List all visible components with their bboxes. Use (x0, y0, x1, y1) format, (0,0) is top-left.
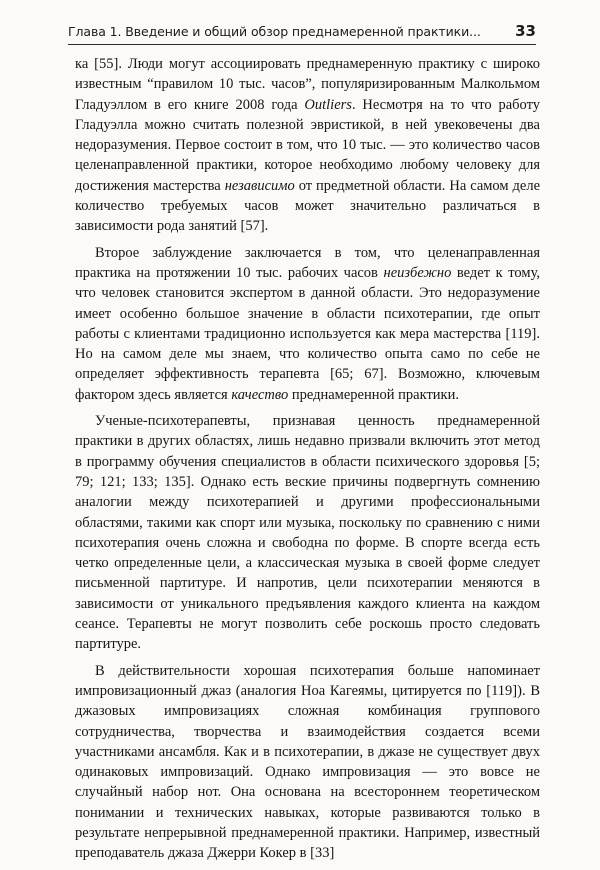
text-run: Ученые-психотерапевты, признавая ценность преднамеренной практики в других областях, лишь недавно призвали включить этот метод в программу обучения специалистов в области психического здоровья [5; 79; 121; 133; 135]. Однако есть веские причины подвергнуть сомнению аналогии между психотерапией и другими профессиональными областями, такими как спорт или музыка, поскольку по сравнению с ними психотерапия очень сложна и свободна по форме. В спорте всегда есть четко определенные цели, а классическая музыка в своей форме следует письменной партитуре. И напротив, цели психотерапии меняются в зависимости от уникального предъявления каждого клиента на каждом сеансе. Терапевты не могут позволить себе роскошь просто следовать партитуре. (75, 413, 540, 653)
running-title: Глава 1. Введение и общий обзор преднамеренной практики... (68, 24, 481, 39)
text-run: ведет к тому, что человек становится экспертом в данной области. Это недоразумение имеет особенно большое значение в области психотерапии, где опыт работы с клиентами традиционно используется как мера мастерства [119]. Но на самом деле мы знаем, что количество опыта само по себе не определяет эффективность терапевта [65; 67]. Возможно, ключевым фактором здесь является (75, 264, 541, 403)
italic-run: независимо (224, 177, 295, 194)
italic-run: неизбежно (383, 264, 452, 281)
page-header (68, 14, 536, 42)
text-run: Второе заблуждение заключается в том, что целенаправленная практика на протяжении 10 тыс. рабочих часов (75, 244, 540, 281)
text-run: . Несмотря на то что работу Гладуэлла можно считать полезной эвристикой, в ней увековечены два недоразумения. Первое состоит в том, что 10 тыс. — это количество часов целенаправленной практики, которое необходимо любому человеку для достижения мастерства (75, 96, 540, 194)
body-text (75, 54, 540, 870)
paragraph-3 (75, 411, 540, 655)
text-run: В действительности хорошая психотерапия больше напоминает импровизационный джаз (аналогия Ноа Кагеямы, цитируется по [119]). В джазовых импровизациях сложная комбинация группового сотрудничества, творчества и взаимодействия создается всеми участниками ансамбля. Как и в психотерапии, в джазе не существует двух одинаковых импровизаций. Однако импровизация — это вовсе не случайный набор нот. Она основана на всестороннем теоретическом понимании и технических навыках, которые развиваются только в результате непрерывной преднамеренной практики. Например, известный преподаватель джаза Джерри Кокер в [33] (75, 662, 540, 862)
paragraph-4 (75, 661, 540, 864)
text-run: преднамеренной практики. (288, 386, 459, 403)
paragraph-2 (75, 243, 540, 405)
italic-run: качество (231, 386, 289, 403)
text-run: от предметной области. На самом деле количество требуемых часов может значительно различаться в зависимости рода занятий [57]. (75, 177, 541, 235)
header-divider (68, 44, 536, 45)
italic-run: Outliers (304, 96, 352, 113)
text-run: ка [55]. Люди могут ассоциировать преднамеренную практику с широко известным “правилом 10 тыс. часов”, популяризированным Малкольмом Гладуэллом в его книге 2008 года (75, 56, 540, 113)
page-number: 33 (515, 22, 536, 40)
paragraph-1 (75, 54, 540, 237)
